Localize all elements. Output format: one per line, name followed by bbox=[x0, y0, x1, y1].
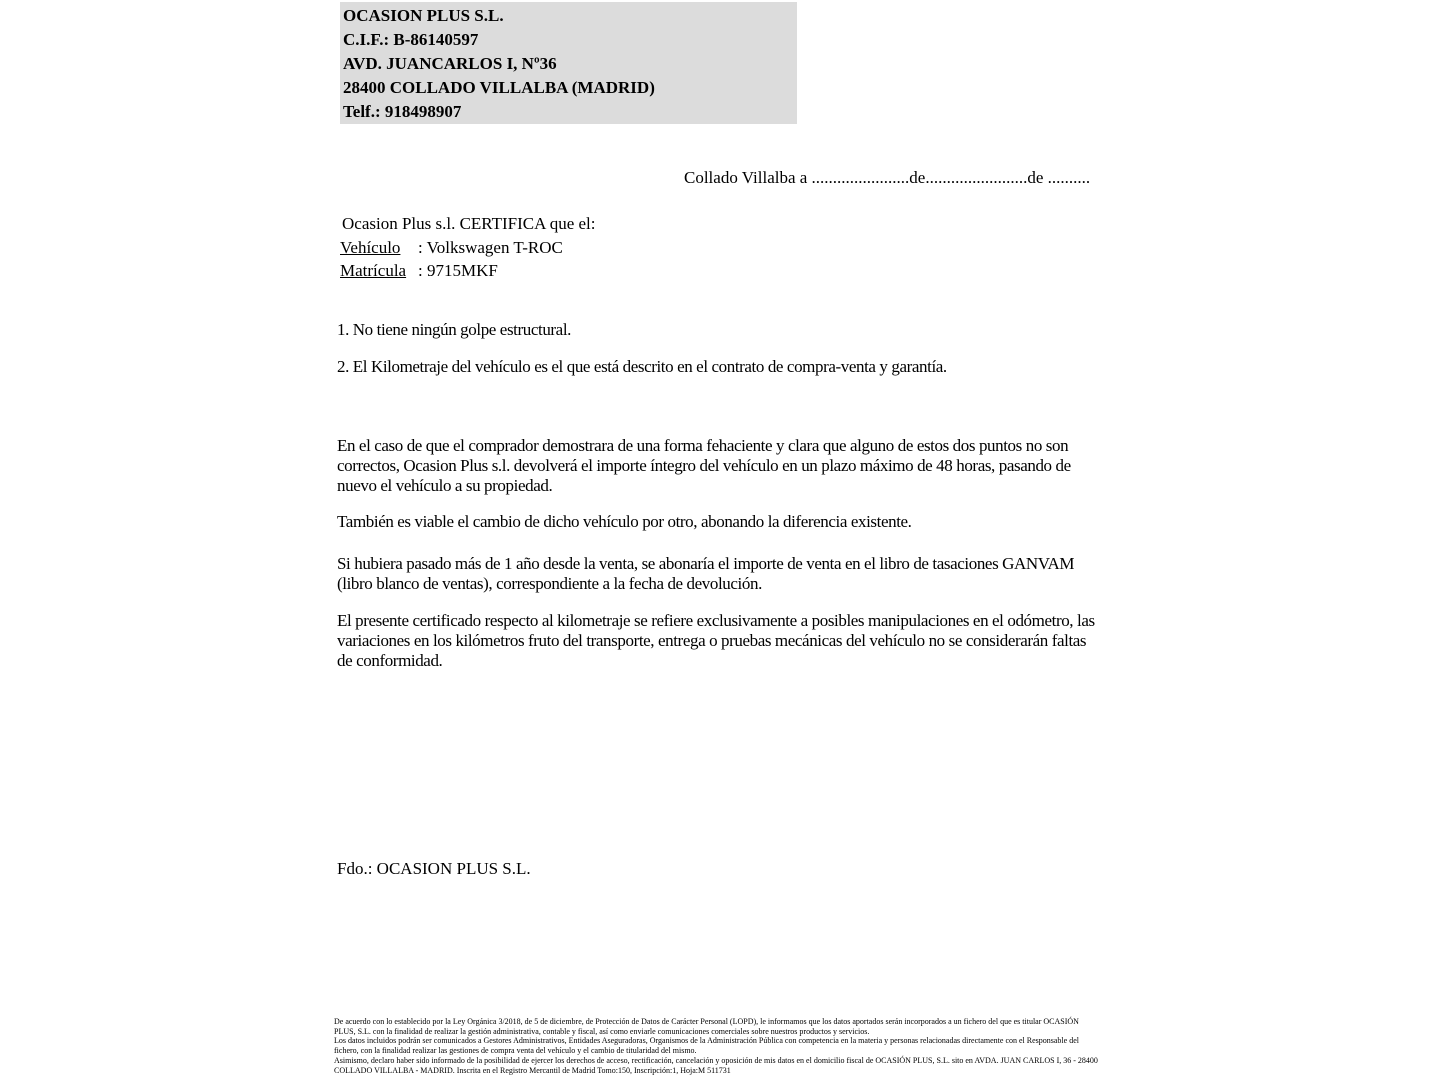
legal-paragraph-rights: Asimismo, declaro haber sido informado de la posibilidad de ejercer los derechos de acceso, rectificación, cancelación y oposición de mis datos en el domicilio fiscal de OCASIÓN PLUS, S.L. sito en AVDA. JUAN CARLOS I, 36 - 28400 COLLADO VILLALBA - MADRID. Inscrita en el Registro Mercantil de Madrid Tomo:150, Inscripción:1, Hoja:M 511731 bbox=[334, 1055, 1098, 1075]
company-address: AVD. JUANCARLOS I, Nº36 bbox=[343, 54, 557, 73]
vehicle-field bbox=[340, 236, 596, 260]
certification-intro: Ocasion Plus s.l. CERTIFICA que el: bbox=[342, 214, 596, 233]
company-name: OCASION PLUS S.L. bbox=[343, 6, 504, 25]
company-city: 28400 COLLADO VILLALBA (MADRID) bbox=[343, 78, 655, 97]
vehicle-value: : Volkswagen T-ROC bbox=[418, 237, 563, 257]
plate-label: Matrícula bbox=[340, 261, 407, 280]
plate-value: : 9715MKF bbox=[418, 261, 498, 280]
plate-field bbox=[340, 259, 596, 283]
paragraph-exchange-option: También es viable el cambio de dicho vehículo por otro, abonando la diferencia existente. bbox=[337, 512, 912, 531]
paragraph-ganvam-valuation: Si hubiera pasado más de 1 año desde la venta, se abonaría el importe de venta en el libro de tasaciones GANVAM (libro blanco de ventas), correspondiente a la fecha de devolución. bbox=[337, 554, 1075, 593]
paragraph-odometer-scope: El presente certificado respecto al kilometraje se refiere exclusivamente a posibles manipulaciones en el odómetro, las variaciones en los kilómetros fruto del transporte, entrega o pruebas mecánicas del vehículo no se considerarán faltas de conformidad. bbox=[337, 611, 1095, 670]
vehicle-label: Vehículo bbox=[340, 237, 401, 257]
company-letterhead-box bbox=[340, 2, 797, 124]
legal-paragraph-data-sharing: Los datos incluidos podrán ser comunicados a Gestores Administrativos, Entidades Aseguradoras, Organismos de la Administración Pública con competencia en la materia y personas relacionadas directamente con el Responsable del fichero, con la finalidad realizar las gestiones de compra venta del vehículo y el cambio de titularidad del mismo. bbox=[334, 1036, 1079, 1056]
legal-fine-print bbox=[334, 1017, 1098, 1075]
certified-point-2: 2. El Kilometraje del vehículo es el que está descrito en el contrato de compra-venta y garantía. bbox=[337, 357, 947, 376]
company-cif: C.I.F.: B-86140597 bbox=[343, 30, 479, 49]
company-phone: Telf.: 918498907 bbox=[343, 102, 462, 121]
legal-paragraph-lopd: De acuerdo con lo establecido por la Ley Orgánica 3/2018, de 5 de diciembre, de Protección de Datos de Carácter Personal (LOPD), le informamos que los datos aportados serán incorporados a un fichero del que es titular OCASIÓN PLUS, S.L. con la finalidad de realizar la gestión administrativa, contable y fiscal, así como enviarle comunicaciones comerciales sobre nuestros productos y servicios. bbox=[334, 1017, 1079, 1036]
date-blank-line: Collado Villalba a .......................de........................de .......... bbox=[684, 168, 1091, 187]
certification-block bbox=[340, 212, 596, 283]
paragraph-refund-terms: En el caso de que el comprador demostrara de una forma fehaciente y clara que alguno de estos dos puntos no son correctos, Ocasion Plus s.l. devolverá el importe íntegro del vehículo en un plazo máximo de 48 horas, pasando de nuevo el vehículo a su propiedad. bbox=[337, 436, 1071, 495]
signature-line: Fdo.: OCASION PLUS S.L. bbox=[337, 859, 531, 878]
certified-point-1: 1. No tiene ningún golpe estructural. bbox=[337, 320, 571, 339]
